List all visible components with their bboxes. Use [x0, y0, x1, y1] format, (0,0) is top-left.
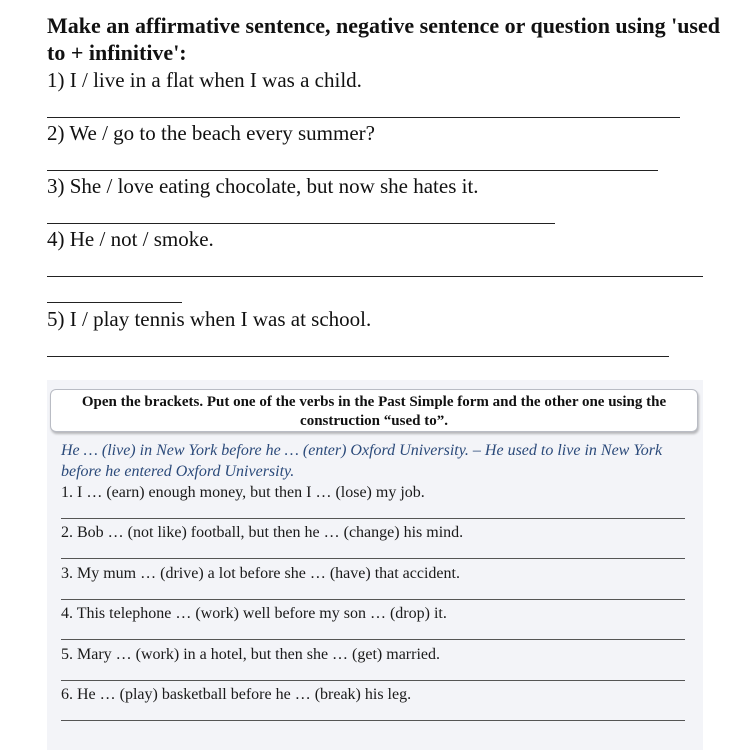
- answer-line-b4[interactable]: [61, 639, 685, 640]
- answer-line-b1[interactable]: [61, 518, 685, 519]
- answer-line-4[interactable]: [47, 276, 703, 277]
- exercise-1-title: Make an affirmative sentence, negative sentence or question using 'used to + infinitive':: [47, 13, 720, 65]
- exercise-2-item-2: 2. Bob … (not like) football, but then he … (change) his mind.: [61, 524, 464, 541]
- exercise-1-item-2: 2) We / go to the beach every summer?: [47, 121, 375, 145]
- answer-line-1[interactable]: [47, 117, 680, 118]
- answer-line-b6[interactable]: [61, 720, 685, 721]
- answer-line-b2[interactable]: [61, 558, 685, 559]
- exercise-2-instruction: Open the brackets. Put one of the verbs in the Past Simple form and the other one using the construction “used to”.: [81, 394, 667, 429]
- exercise-1-item-4: 4) He / not / smoke.: [47, 227, 214, 251]
- exercise-1-item-3: 3) She / love eating chocolate, but now she hates it.: [47, 174, 479, 198]
- answer-line-b3[interactable]: [61, 599, 685, 600]
- example-sentence: He … (live) in New York before he … (enter) Oxford University. – He used to live in New York before he entered Oxford University.: [61, 442, 663, 480]
- exercise-2-item-5: 5. Mary … (work) in a hotel, but then she … (get) married.: [61, 646, 441, 663]
- answer-line-4-continued[interactable]: [47, 302, 182, 303]
- exercise-2-item-4: 4. This telephone … (work) well before my son … (drop) it.: [61, 605, 447, 622]
- answer-line-3[interactable]: [47, 223, 555, 224]
- answer-line-2[interactable]: [47, 170, 658, 171]
- exercise-2-item-1: 1. I … (earn) enough money, but then I … (lose) my job.: [61, 484, 425, 501]
- answer-line-5[interactable]: [47, 356, 669, 357]
- exercise-1-item-1: 1) I / live in a flat when I was a child.: [47, 68, 362, 92]
- exercise-2-item-6: 6. He … (play) basketball before he … (break) his leg.: [61, 686, 412, 703]
- answer-line-b5[interactable]: [61, 680, 685, 681]
- exercise-2-item-3: 3. My mum … (drive) a lot before she … (have) that accident.: [61, 565, 460, 582]
- exercise-1-item-5: 5) I / play tennis when I was at school.: [47, 307, 372, 331]
